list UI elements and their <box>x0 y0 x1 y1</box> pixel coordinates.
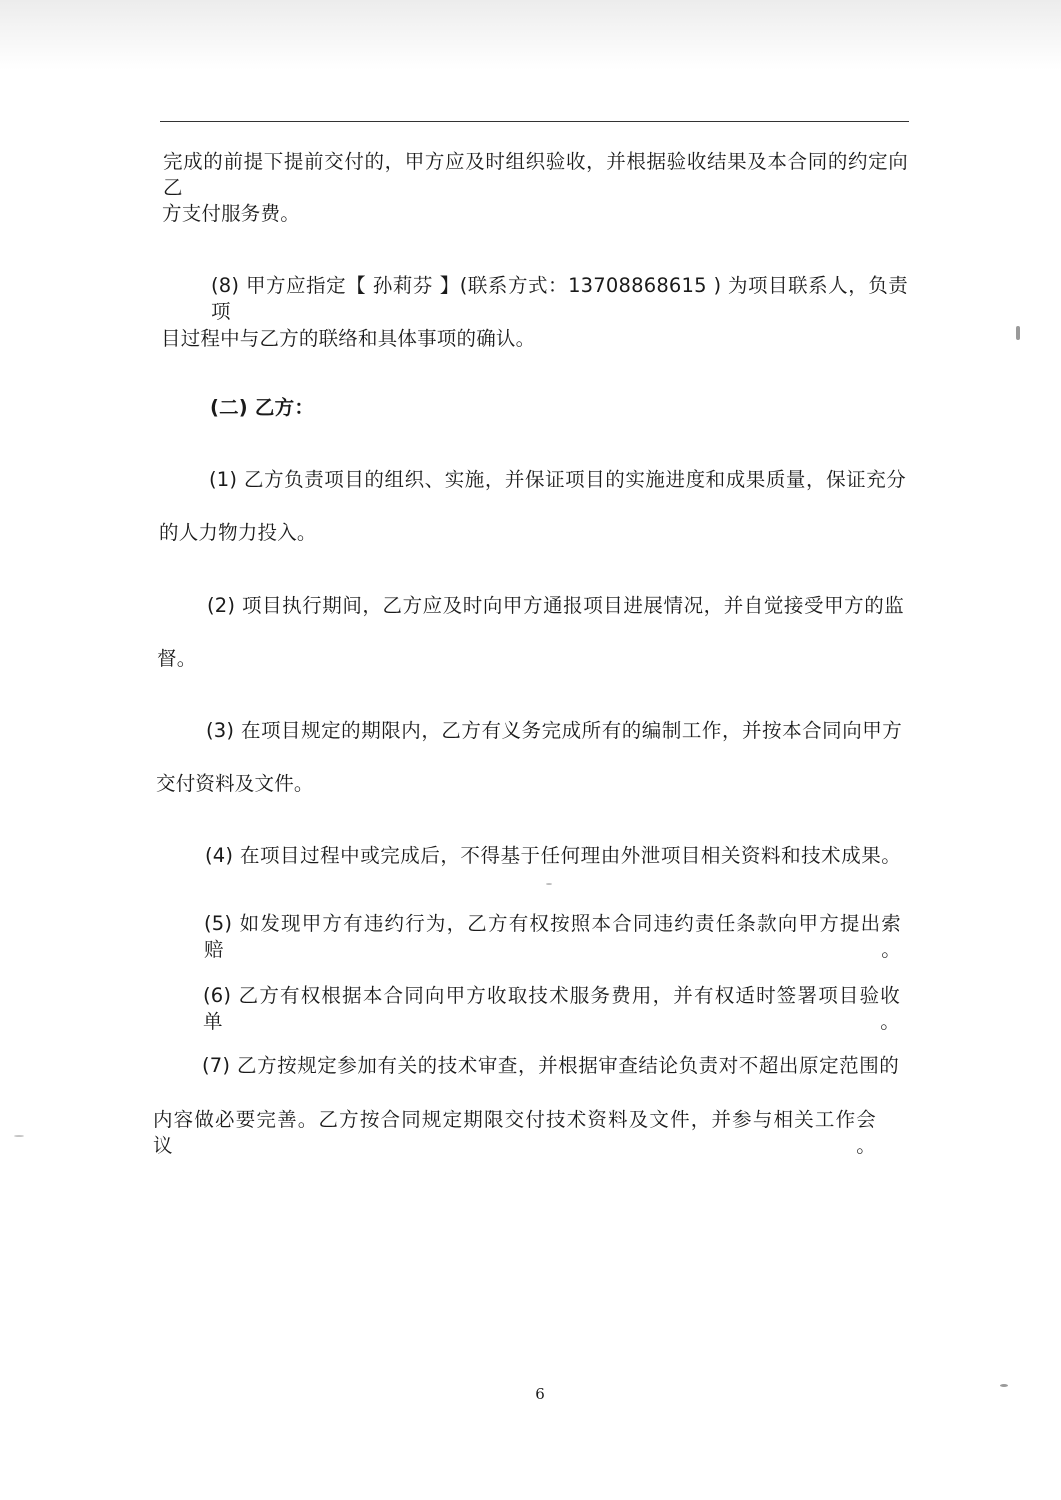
party-b-item-5: (5) 如发现甲方有违约行为，乙方有权按照本合同违约责任条款向甲方提出索赔。 <box>204 912 901 961</box>
party-b-item-2-line-2: 督。 <box>157 647 197 670</box>
party-b-item-3-line-2: 交付资料及文件。 <box>156 772 314 795</box>
party-a-item-8-line-2: 目过程中与乙方的联络和具体事项的确认。 <box>161 327 536 350</box>
page-number: 6 <box>535 1385 545 1403</box>
party-b-item-7-line-1: (7) 乙方按规定参加有关的技术审查，并根据审查结论负责对不超出原定范围的 <box>202 1054 899 1077</box>
party-b-item-4: (4) 在项目过程中或完成后，不得基于任何理由外泄项目相关资料和技术成果。 <box>205 844 901 867</box>
scan-speck <box>1000 1384 1008 1387</box>
party-b-item-3-line-1: (3) 在项目规定的期限内，乙方有义务完成所有的编制工作，并按本合同向甲方 <box>206 719 902 742</box>
party-b-item-2-line-1: (2) 项目执行期间，乙方应及时向甲方通报项目进展情况，并自觉接受甲方的监 <box>207 594 904 617</box>
party-b-item-1-line-1: (1) 乙方负责项目的组织、实施，并保证项目的实施进度和成果质量，保证充分 <box>209 468 906 491</box>
scan-speck <box>546 883 552 885</box>
party-a-item-8-line-1: (8) 甲方应指定【 孙莉芬 】(联系方式：13708868615 ) 为项目联系人，负责项 <box>211 274 908 323</box>
continuation-line-2: 方支付服务费。 <box>162 202 300 225</box>
continuation-line-1: 完成的前提下提前交付的，甲方应及时组织验收，并根据验收结果及本合同的约定向乙 <box>163 150 908 199</box>
scan-speck <box>1016 326 1020 340</box>
section-heading-party-b: (二) 乙方： <box>210 396 315 419</box>
header-rule <box>160 121 909 122</box>
scan-shadow <box>0 0 1061 70</box>
party-b-item-1-line-2: 的人力物力投入。 <box>159 521 317 544</box>
party-b-item-6: (6) 乙方有权根据本合同向甲方收取技术服务费用，并有权适时签署项目验收单。 <box>203 984 900 1033</box>
scan-speck <box>14 1135 24 1137</box>
party-b-item-7-line-2: 内容做必要完善。乙方按合同规定期限交付技术资料及文件，并参与相关工作会议。 <box>153 1108 876 1157</box>
